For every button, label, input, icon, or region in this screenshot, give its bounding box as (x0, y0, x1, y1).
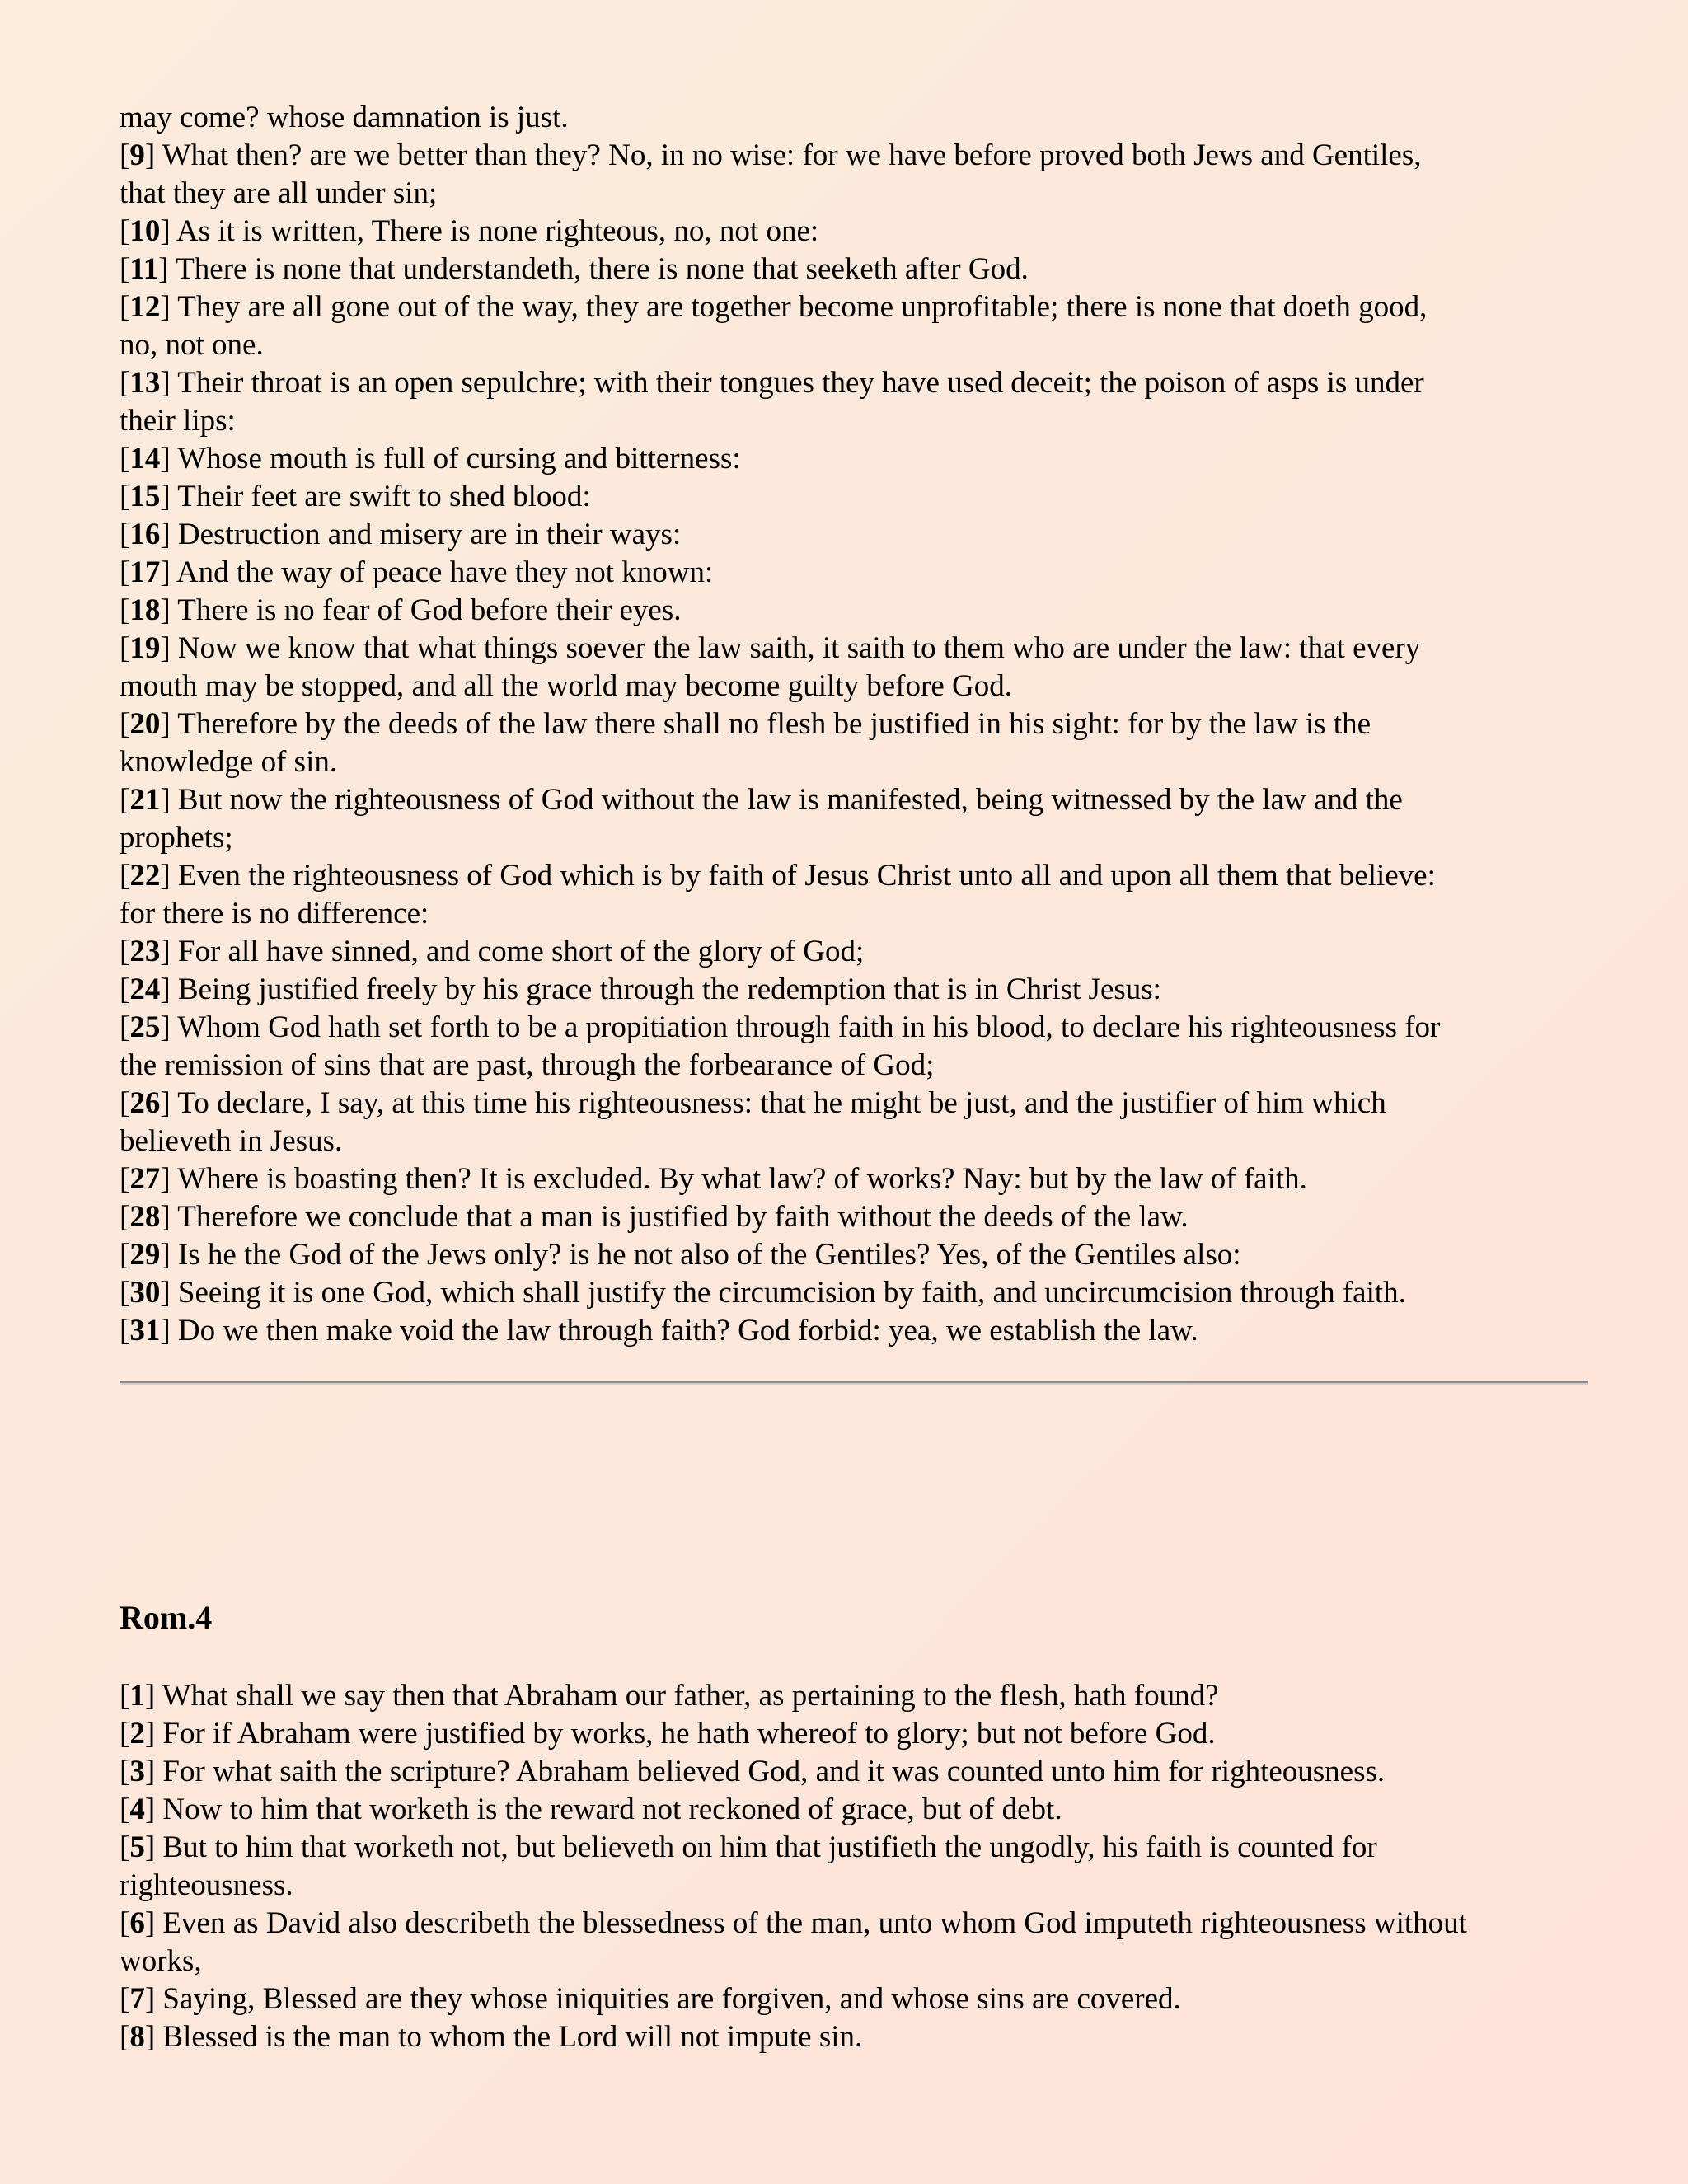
verse-text: For all have sinned, and come short of the glory of God; (170, 935, 865, 968)
bracket-open: [ (120, 290, 130, 324)
verse-continuation-line (120, 743, 1595, 781)
bracket-open: [ (120, 1314, 130, 1347)
verse-text: believeth in Jesus. (120, 1124, 343, 1158)
verse-number: 7 (129, 1982, 145, 2016)
verse-text: There is none that understandeth, there is none that seeketh after God. (168, 252, 1029, 286)
bracket-open: [ (120, 1793, 130, 1826)
verse-continuation-line (120, 402, 1595, 440)
verse-number: 27 (129, 1162, 161, 1196)
verse-number: 13 (129, 366, 161, 400)
verse-text: Even the righteousness of God which is by faith of Jesus Christ unto all and upon all them that believe: (170, 859, 1436, 893)
bracket-close: ] (160, 555, 171, 589)
verses-section-rom4 (120, 1677, 1595, 2056)
verse-line (120, 630, 1595, 668)
bracket-close: ] (144, 1717, 156, 1750)
verse-line (120, 857, 1595, 895)
verse-text: And the way of peace have they not known: (170, 555, 714, 589)
verse-number: 23 (129, 935, 161, 968)
verse-number: 22 (129, 859, 161, 893)
verse-line (120, 971, 1595, 1009)
verse-number: 21 (129, 783, 161, 817)
verse-line (120, 1677, 1595, 1715)
verse-text: for there is no difference: (120, 897, 429, 930)
verse-text: the remission of sins that are past, through the forbearance of God; (120, 1048, 935, 1082)
bracket-close: ] (160, 518, 171, 551)
bracket-open: [ (120, 1717, 130, 1750)
verse-text: There is no fear of God before their eyes. (170, 593, 682, 627)
verse-line (120, 1312, 1595, 1350)
verse-number: 25 (129, 1010, 161, 1044)
verse-continuation-line (120, 1122, 1595, 1160)
verse-number: 3 (129, 1755, 145, 1788)
verse-number: 2 (129, 1717, 145, 1750)
verse-text: righteousness. (120, 1868, 293, 1902)
verse-text: Do we then make void the law through faith? God forbid: yea, we establish the law. (170, 1314, 1198, 1347)
verse-continuation-line (120, 668, 1595, 705)
bracket-open: [ (120, 1830, 130, 1864)
verse-number: 20 (129, 707, 161, 741)
verse-line (120, 1085, 1595, 1122)
bracket-close: ] (160, 1238, 171, 1272)
verse-text: Even as David also describeth the blessedness of the man, unto whom God imputeth righteousness without (155, 1906, 1467, 1940)
verse-continuation-line (120, 1867, 1595, 1905)
bracket-close: ] (160, 1314, 171, 1347)
verse-text: that they are all under sin; (120, 176, 438, 210)
bracket-close: ] (144, 1982, 156, 2016)
bracket-open: [ (120, 138, 130, 172)
verse-line (120, 213, 1595, 251)
bracket-close: ] (160, 1086, 171, 1120)
verse-text: mouth may be stopped, and all the world may become guilty before God. (120, 669, 1013, 703)
bracket-open: [ (120, 707, 130, 741)
verse-line (120, 1791, 1595, 1829)
verse-continuation-line (120, 1047, 1595, 1085)
verse-line (120, 364, 1595, 402)
bracket-open: [ (120, 1086, 130, 1120)
verse-number: 24 (129, 972, 161, 1006)
verse-number: 19 (129, 631, 161, 665)
bracket-open: [ (120, 1010, 130, 1044)
verse-number: 31 (129, 1314, 161, 1347)
verse-list (120, 1677, 1595, 2056)
bracket-open: [ (120, 972, 130, 1006)
bracket-open: [ (120, 631, 130, 665)
verse-continuation-line (120, 175, 1595, 213)
bracket-close: ] (144, 2020, 156, 2054)
verse-number: 16 (129, 518, 161, 551)
bracket-close: ] (144, 1679, 156, 1713)
bracket-open: [ (120, 783, 130, 817)
verse-text: Where is boasting then? It is excluded. By what law? of works? Nay: but by the law of faith. (170, 1162, 1307, 1196)
bracket-close: ] (160, 366, 171, 400)
verse-continuation-line (120, 326, 1595, 364)
verse-line (120, 1829, 1595, 1867)
bracket-close: ] (144, 1755, 156, 1788)
verse-text: no, not one. (120, 328, 264, 362)
verse-text: Seeing it is one God, which shall justify the circumcision by faith, and uncircumcision through faith. (170, 1276, 1406, 1310)
verse-line (120, 1980, 1595, 2018)
bracket-close: ] (160, 972, 171, 1006)
bracket-open: [ (120, 935, 130, 968)
bracket-open: [ (120, 1906, 130, 1940)
verse-line (120, 1160, 1595, 1198)
verse-number: 1 (129, 1679, 145, 1713)
bracket-close: ] (144, 1830, 156, 1864)
verse-line (120, 705, 1595, 743)
bracket-open: [ (120, 1755, 130, 1788)
verse-line (120, 288, 1595, 326)
bracket-open: [ (120, 442, 130, 476)
verse-number: 15 (129, 480, 161, 513)
verse-text: works, (120, 1944, 202, 1978)
verse-list (120, 99, 1595, 1350)
verse-text: But now the righteousness of God without the law is manifested, being witnessed by the law and the (170, 783, 1403, 817)
bracket-close: ] (160, 480, 171, 513)
verse-number: 30 (129, 1276, 161, 1310)
verse-line (120, 1236, 1595, 1274)
bracket-close: ] (160, 631, 171, 665)
verse-text: Now to him that worketh is the reward not reckoned of grace, but of debt. (155, 1793, 1062, 1826)
verse-line (120, 592, 1595, 630)
bracket-close: ] (160, 442, 171, 476)
bracket-open: [ (120, 480, 130, 513)
bracket-close: ] (160, 214, 171, 248)
chapter-heading: Rom.4 (120, 1599, 213, 1636)
verse-number: 29 (129, 1238, 161, 1272)
bracket-open: [ (120, 859, 130, 893)
bracket-close: ] (160, 935, 171, 968)
bracket-open: [ (120, 1238, 130, 1272)
verse-text: Their feet are swift to shed blood: (170, 480, 591, 513)
bracket-open: [ (120, 1276, 130, 1310)
bracket-close: ] (160, 290, 171, 324)
verse-text: But to him that worketh not, but believeth on him that justifieth the ungodly, his faith is counted for (155, 1830, 1377, 1864)
verse-line (120, 933, 1595, 971)
verse-text: For what saith the scripture? Abraham believed God, and it was counted unto him for righteousness. (155, 1755, 1386, 1788)
bracket-open: [ (120, 1679, 130, 1713)
verse-text: Their throat is an open sepulchre; with their tongues they have used deceit; the poison of asps is under (170, 366, 1424, 400)
bracket-open: [ (120, 593, 130, 627)
bracket-close: ] (160, 593, 171, 627)
verse-text: For if Abraham were justified by works, he hath whereof to glory; but not before God. (155, 1717, 1216, 1750)
bracket-open: [ (120, 366, 130, 400)
bracket-close: ] (160, 707, 171, 741)
verse-line (120, 1198, 1595, 1236)
bracket-close: ] (158, 252, 169, 286)
bracket-close: ] (144, 138, 156, 172)
bracket-close: ] (160, 1276, 171, 1310)
verse-text: Destruction and misery are in their ways: (170, 518, 682, 551)
verse-text: Whom God hath set forth to be a propitiation through faith in his blood, to declare his righteousness for (170, 1010, 1441, 1044)
verse-text: knowledge of sin. (120, 745, 338, 779)
verse-number: 17 (129, 555, 161, 589)
bracket-close: ] (144, 1906, 156, 1940)
bracket-open: [ (120, 2020, 130, 2054)
bracket-open: [ (120, 1982, 130, 2016)
bracket-open: [ (120, 555, 130, 589)
verse-text: Being justified freely by his grace through the redemption that is in Christ Jesus: (170, 972, 1161, 1006)
verse-number: 9 (129, 138, 145, 172)
horizontal-rule (120, 1381, 1588, 1385)
bracket-open: [ (120, 214, 130, 248)
bracket-close: ] (160, 859, 171, 893)
verse-number: 28 (129, 1200, 161, 1234)
verse-line (120, 1009, 1595, 1047)
verse-number: 12 (129, 290, 161, 324)
verse-text: Saying, Blessed are they whose iniquities are forgiven, and whose sins are covered. (155, 1982, 1181, 2016)
bracket-open: [ (120, 1200, 130, 1234)
verse-line (120, 516, 1595, 554)
verse-text: They are all gone out of the way, they are together become unprofitable; there is none that doeth good, (170, 290, 1428, 324)
verse-continuation-line (120, 895, 1595, 933)
verse-line (120, 1274, 1595, 1312)
verse-text: prophets; (120, 821, 233, 855)
bracket-open: [ (120, 1162, 130, 1196)
bracket-close: ] (144, 1793, 156, 1826)
verses-section-rom3 (120, 99, 1595, 1350)
bracket-open: [ (120, 252, 130, 286)
verse-text: Therefore we conclude that a man is justified by faith without the deeds of the law. (170, 1200, 1189, 1234)
bracket-close: ] (160, 1162, 171, 1196)
bracket-close: ] (160, 783, 171, 817)
verse-number: 11 (129, 252, 159, 286)
verse-text: may come? whose damnation is just. (120, 101, 569, 134)
verse-text: Whose mouth is full of cursing and bitterness: (170, 442, 741, 476)
verse-line (120, 1753, 1595, 1791)
verse-line (120, 781, 1595, 819)
verse-text: What shall we say then that Abraham our father, as pertaining to the flesh, hath found? (155, 1679, 1219, 1713)
verse-number: 26 (129, 1086, 161, 1120)
verse-text: To declare, I say, at this time his righteousness: that he might be just, and the justifier of him which (170, 1086, 1386, 1120)
verse-line (120, 1715, 1595, 1753)
verse-text: Is he the God of the Jews only? is he not also of the Gentiles? Yes, of the Gentiles also: (170, 1238, 1241, 1272)
verse-continuation-line (120, 1943, 1595, 1980)
verse-line (120, 137, 1595, 175)
verse-text: Blessed is the man to whom the Lord will not impute sin. (155, 2020, 863, 2054)
bracket-close: ] (160, 1010, 171, 1044)
verse-line (120, 1905, 1595, 1943)
verse-number: 14 (129, 442, 161, 476)
verse-number: 4 (129, 1793, 145, 1826)
verse-text: their lips: (120, 404, 236, 438)
verse-line (120, 251, 1595, 288)
verse-line (120, 440, 1595, 478)
verse-number: 5 (129, 1830, 145, 1864)
verse-number: 6 (129, 1906, 145, 1940)
bracket-open: [ (120, 518, 130, 551)
verse-line (120, 478, 1595, 516)
verse-text: Therefore by the deeds of the law there shall no flesh be justified in his sight: for by the law is the (170, 707, 1371, 741)
verse-line (120, 2018, 1595, 2056)
verse-number: 18 (129, 593, 161, 627)
bracket-close: ] (160, 1200, 171, 1234)
verse-number: 8 (129, 2020, 145, 2054)
verse-continuation-line (120, 819, 1595, 857)
verse-number: 10 (129, 214, 161, 248)
verse-continuation-line (120, 99, 1595, 137)
verse-text: What then? are we better than they? No, in no wise: for we have before proved both Jews and Gentiles, (155, 138, 1422, 172)
verse-text: As it is written, There is none righteous, no, not one: (170, 214, 819, 248)
verse-text: Now we know that what things soever the law saith, it saith to them who are under the law: that every (170, 631, 1421, 665)
verse-line (120, 554, 1595, 592)
